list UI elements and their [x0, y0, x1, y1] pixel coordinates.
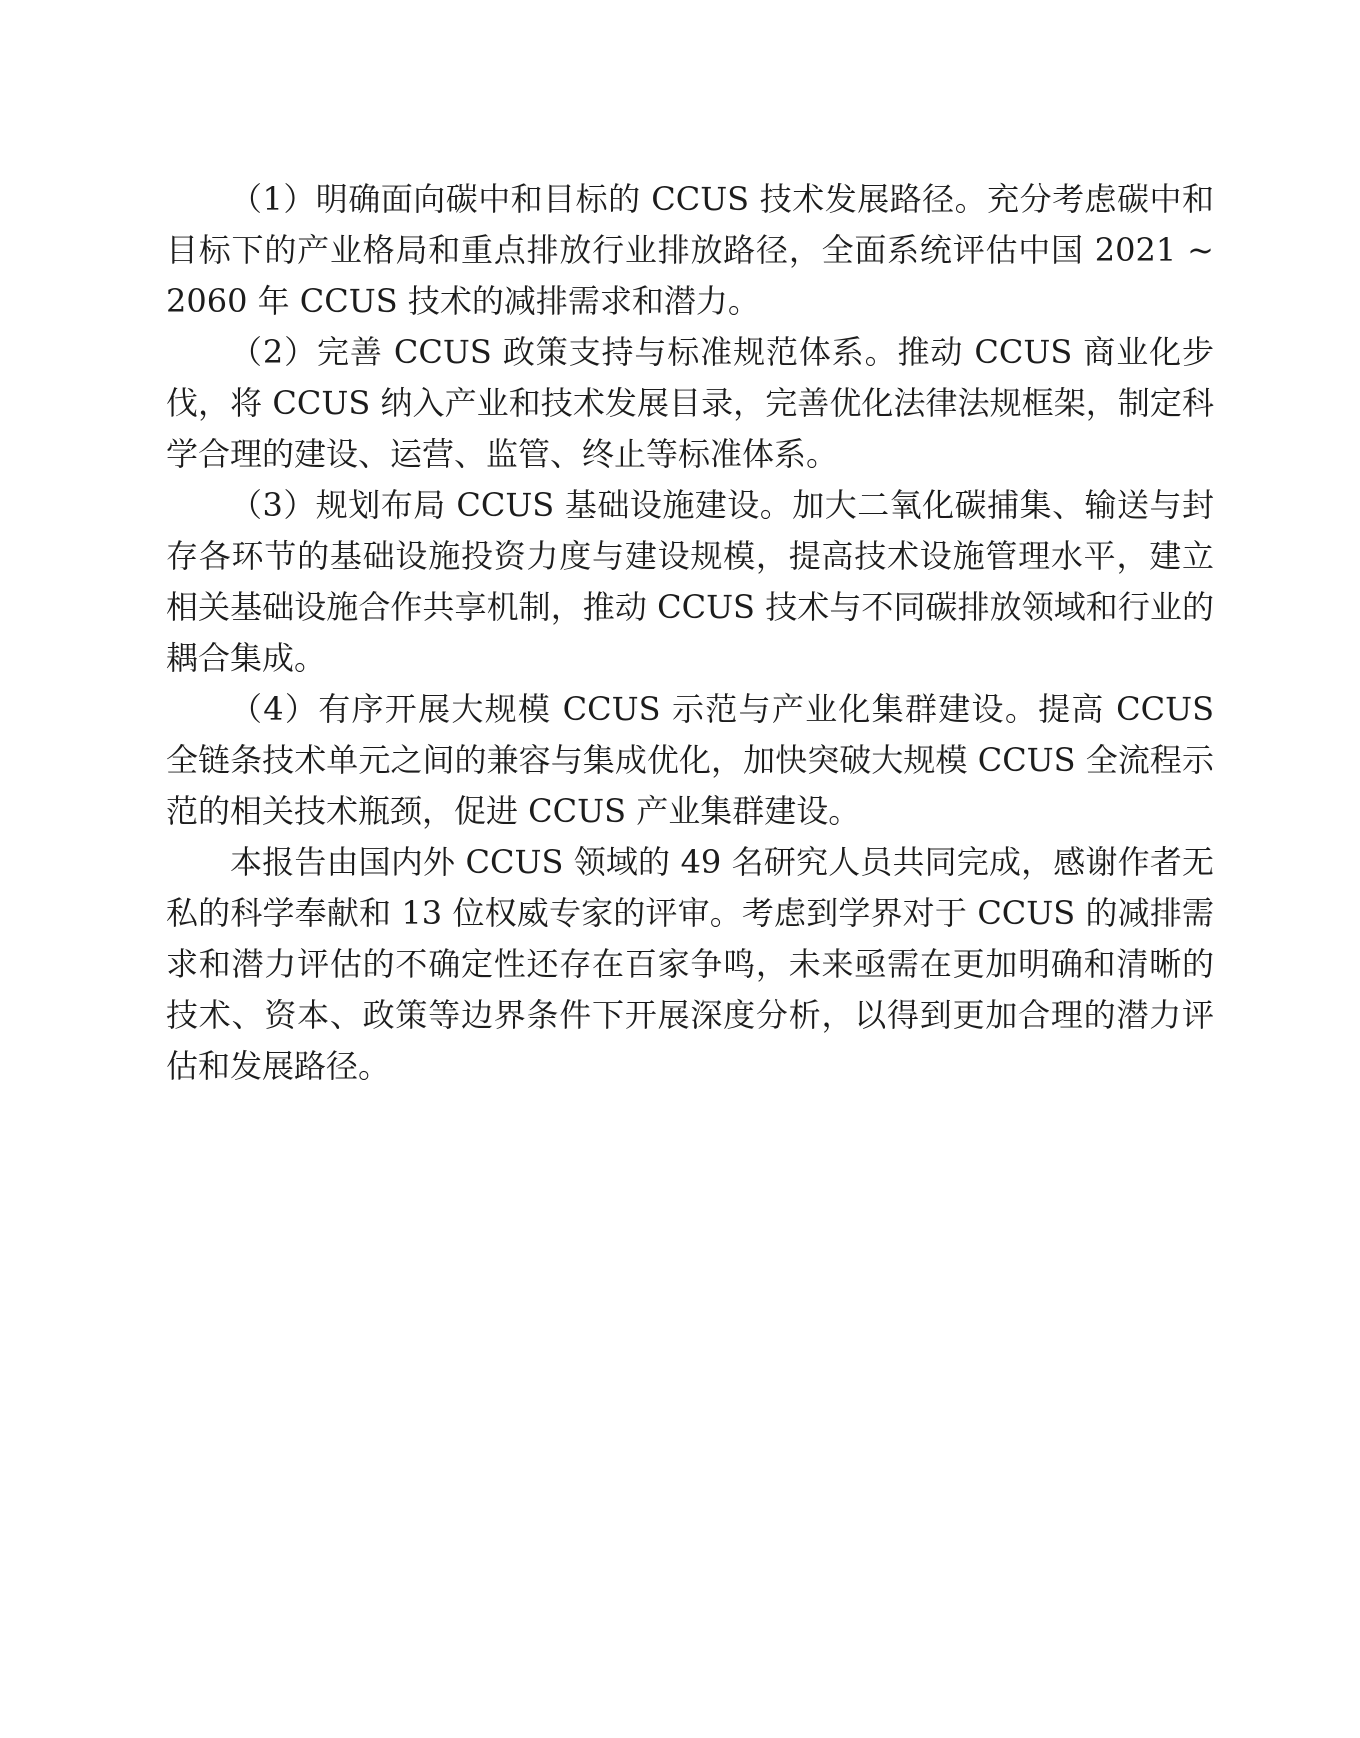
- paragraph-recommendation-1: （1）明确面向碳中和目标的 CCUS 技术发展路径。充分考虑碳中和目标下的产业格局和重点排放行业排放路径，全面系统评估中国 2021 ~ 2060 年 CCUS 技术的减排需求和潜力。: [166, 180, 1214, 320]
- document-body: [166, 174, 1214, 1092]
- paragraph-recommendation-3: （3）规划布局 CCUS 基础设施建设。加大二氧化碳捕集、输送与封存各环节的基础设施投资力度与建设规模，提高技术设施管理水平，建立相关基础设施合作共享机制，推动 CCUS 技术与不同碳排放领域和行业的耦合集成。: [166, 486, 1214, 677]
- paragraph-acknowledgement: 本报告由国内外 CCUS 领域的 49 名研究人员共同完成，感谢作者无私的科学奉献和 13 位权威专家的评审。考虑到学界对于 CCUS 的减排需求和潜力评估的不确定性还存在百家争鸣，未来亟需在更加明确和清晰的技术、资本、政策等边界条件下开展深度分析，以得到更加合理的潜力评估和发展路径。: [166, 843, 1214, 1085]
- paragraph-recommendation-2: （2）完善 CCUS 政策支持与标准规范体系。推动 CCUS 商业化步伐，将 CCUS 纳入产业和技术发展目录，完善优化法律法规框架，制定科学合理的建设、运营、监管、终止等标准体系。: [166, 333, 1214, 473]
- paragraph-recommendation-4: （4）有序开展大规模 CCUS 示范与产业化集群建设。提高 CCUS 全链条技术单元之间的兼容与集成优化，加快突破大规模 CCUS 全流程示范的相关技术瓶颈，促进 CCUS 产业集群建设。: [166, 690, 1214, 830]
